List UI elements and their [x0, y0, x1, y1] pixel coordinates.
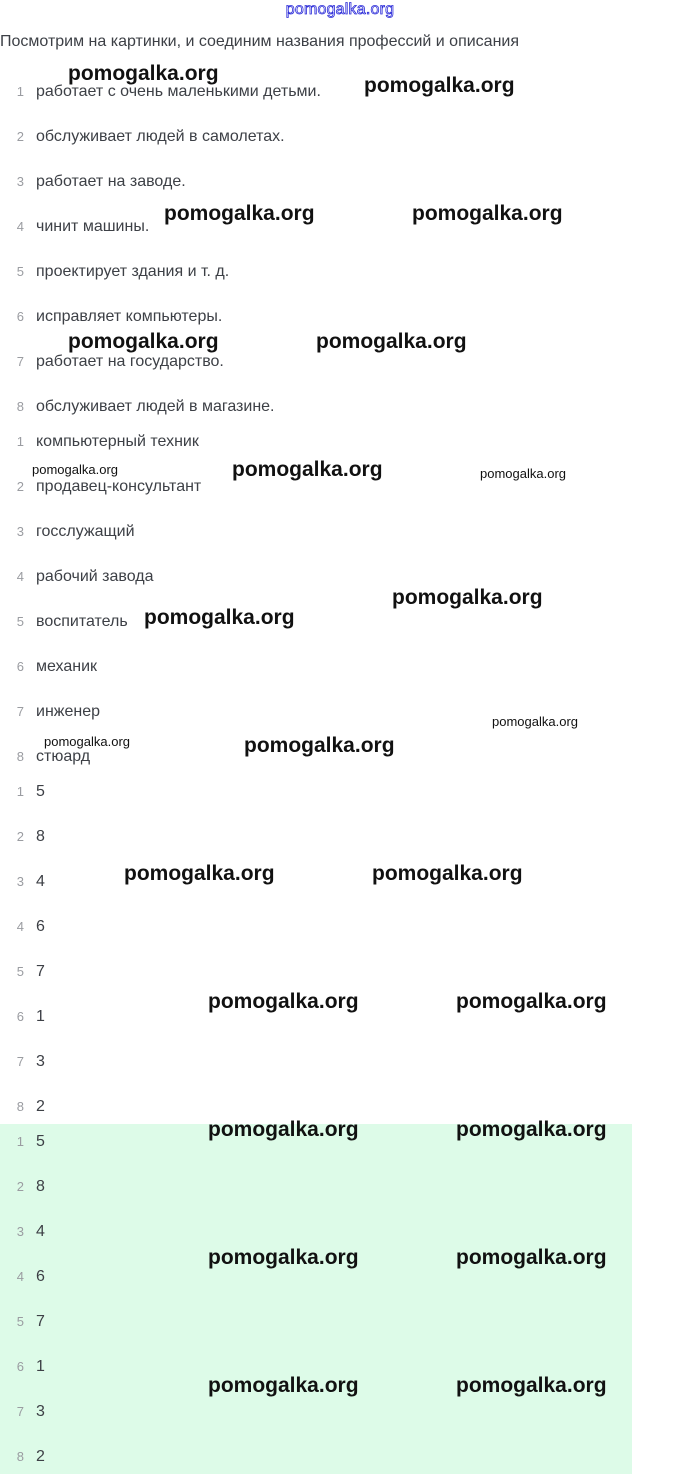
site-watermark-header: pomogalka.org: [285, 1, 395, 18]
watermark: pomogalka.org: [68, 330, 219, 353]
watermark: pomogalka.org: [456, 1374, 607, 1397]
task-title: Посмотрим на картинки, и соединим названия профессий и описания: [0, 33, 520, 50]
item-number: 8: [16, 1449, 24, 1464]
descriptions-list: [0, 69, 632, 429]
watermark: pomogalka.org: [456, 1118, 607, 1141]
answer-value: 4: [36, 872, 45, 890]
watermark: pomogalka.org: [244, 734, 395, 757]
item-number: 8: [16, 749, 24, 764]
watermark: pomogalka.org: [32, 462, 118, 477]
answer-value: 4: [36, 1222, 45, 1240]
item-number: 7: [16, 704, 24, 719]
profession-text: рабочий завода: [36, 567, 154, 585]
profession-text: стюард: [36, 747, 91, 765]
item-number: 4: [16, 569, 24, 584]
item-number: 3: [16, 1224, 24, 1239]
item-number: 3: [16, 874, 24, 889]
item-number: 1: [16, 784, 24, 799]
item-number: 5: [16, 1314, 24, 1329]
item-number: 4: [16, 1269, 24, 1284]
description-text: обслуживает людей в самолетах.: [36, 127, 285, 145]
item-number: 1: [16, 434, 24, 449]
answer-value: 5: [36, 782, 45, 800]
item-number: 5: [16, 964, 24, 979]
profession-text: инженер: [36, 702, 101, 720]
watermark: pomogalka.org: [208, 990, 359, 1013]
profession-text: компьютерный техник: [36, 432, 199, 450]
answer-value: 8: [36, 1177, 45, 1195]
watermark: pomogalka.org: [232, 458, 383, 481]
answer-value: 7: [36, 1312, 45, 1330]
watermark: pomogalka.org: [372, 862, 523, 885]
item-number: 6: [16, 309, 24, 324]
watermark: pomogalka.org: [456, 1246, 607, 1269]
description-text: работает на заводе.: [36, 172, 186, 190]
answer-value: 2: [36, 1097, 45, 1115]
item-number: 6: [16, 1009, 24, 1024]
item-number: 3: [16, 524, 24, 539]
profession-text: госслужащий: [36, 522, 135, 540]
profession-text: воспитатель: [36, 612, 128, 630]
watermark: pomogalka.org: [68, 62, 219, 85]
item-number: 4: [16, 219, 24, 234]
watermark: pomogalka.org: [208, 1118, 359, 1141]
watermark: pomogalka.org: [44, 734, 130, 749]
answer-value: 8: [36, 827, 45, 845]
description-text: работает на государство.: [36, 352, 224, 370]
watermark: pomogalka.org: [316, 330, 467, 353]
watermark: pomogalka.org: [124, 862, 275, 885]
answer-list: [0, 769, 632, 1129]
item-number: 5: [16, 264, 24, 279]
answer-value: 6: [36, 917, 45, 935]
answer-value: 1: [36, 1007, 45, 1025]
item-number: 8: [16, 1099, 24, 1114]
item-number: 7: [16, 1054, 24, 1069]
answer-value: 2: [36, 1447, 45, 1465]
correct-answer-list: [0, 1124, 632, 1474]
item-number: 1: [16, 1134, 24, 1149]
item-number: 5: [16, 614, 24, 629]
item-number: 7: [16, 1404, 24, 1419]
item-number: 2: [16, 1179, 24, 1194]
answer-value: 7: [36, 962, 45, 980]
description-text: проектирует здания и т. д.: [36, 262, 230, 280]
watermark: pomogalka.org: [480, 466, 566, 481]
watermark: pomogalka.org: [208, 1374, 359, 1397]
watermark: pomogalka.org: [456, 990, 607, 1013]
item-number: 2: [16, 129, 24, 144]
profession-text: продавец-консультант: [36, 477, 202, 495]
watermark: pomogalka.org: [164, 202, 315, 225]
answer-value: 1: [36, 1357, 45, 1375]
item-number: 3: [16, 174, 24, 189]
watermark: pomogalka.org: [492, 714, 578, 729]
watermark: pomogalka.org: [364, 74, 515, 97]
watermark: pomogalka.org: [144, 606, 295, 629]
item-number: 6: [16, 1359, 24, 1374]
item-number: 4: [16, 919, 24, 934]
description-text: работает с очень маленькими детьми.: [36, 82, 321, 100]
item-number: 2: [16, 479, 24, 494]
description-text: чинит машины.: [36, 217, 150, 235]
description-text: исправляет компьютеры.: [36, 307, 223, 325]
watermark: pomogalka.org: [412, 202, 563, 225]
answer-value: 3: [36, 1052, 45, 1070]
description-text: обслуживает людей в магазине.: [36, 397, 275, 415]
item-number: 7: [16, 354, 24, 369]
answer-value: 6: [36, 1267, 45, 1285]
item-number: 8: [16, 399, 24, 414]
watermark: pomogalka.org: [208, 1246, 359, 1269]
answer-value: 5: [36, 1132, 45, 1150]
item-number: 2: [16, 829, 24, 844]
profession-text: механик: [36, 657, 98, 675]
answer-value: 3: [36, 1402, 45, 1420]
item-number: 6: [16, 659, 24, 674]
watermark: pomogalka.org: [392, 586, 543, 609]
item-number: 1: [16, 84, 24, 99]
